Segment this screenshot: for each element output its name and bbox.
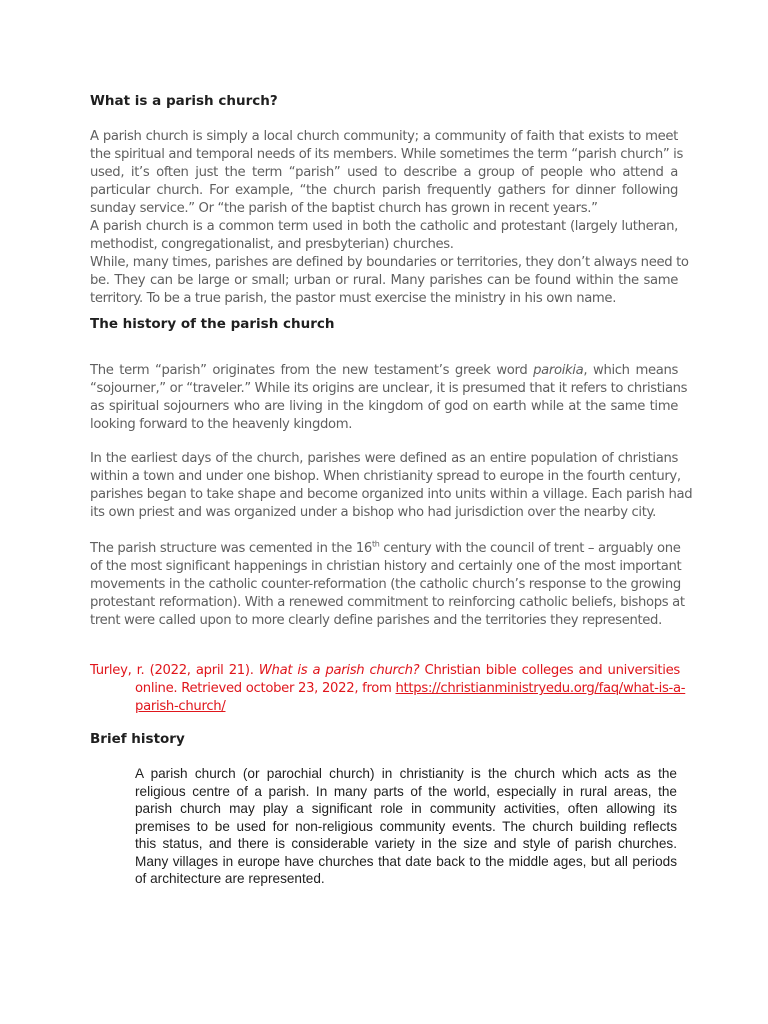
citation-retrieved: online. Retrieved october 23, 2022, from xyxy=(135,681,396,696)
text-line: the spiritual and temporal needs of its members. While sometimes the term “parish church” is xyxy=(90,147,683,162)
paragraph-earliest-days xyxy=(90,450,693,522)
text-span: century with the council of trent – arguably one xyxy=(379,541,681,556)
heading-brief-history: Brief history xyxy=(90,731,185,747)
text-line: particular church. For example, “the church parish frequently gathers for dinner following xyxy=(90,183,678,198)
text-line: be. They can be large or small; urban or rural. Many parishes can be found within the same xyxy=(90,273,678,288)
text-line: sunday service.” Or “the parish of the baptist church has grown in recent years.” xyxy=(90,201,598,216)
citation-line xyxy=(90,698,680,716)
paragraph-term-origin xyxy=(90,362,688,434)
text-line: looking forward to the heavenly kingdom. xyxy=(90,417,353,432)
paragraph-brief-history xyxy=(135,765,677,888)
text-line xyxy=(90,539,681,558)
citation-title: What is a parish church? xyxy=(258,663,420,678)
text-line: Many villages in europe have churches that date back to the middle ages, but all periods xyxy=(135,853,677,869)
text-line: In the earliest days of the church, parishes were defined as an entire population of christians xyxy=(90,451,678,466)
text-line: A parish church is simply a local church community; a community of faith that exists to meet xyxy=(90,129,678,144)
text-line: parish church may play a significant role in community activities, often allowing its xyxy=(135,801,677,816)
text-line: trent were called upon to more clearly define parishes and the territories they represented. xyxy=(90,613,662,628)
citation-link[interactable]: https://christianministryedu.org/faq/what-is-a- xyxy=(395,681,686,696)
text-line: A parish church (or parochial church) in christianity is the church which acts as the xyxy=(135,766,677,781)
text-line: within a town and under one bishop. When christianity spread to europe in the fourth century, xyxy=(90,469,681,484)
text-line: A parish church is a common term used in both the catholic and protestant (largely lutheran, xyxy=(90,219,678,234)
text-line: “sojourner,” or “traveler.” While its origins are unclear, it is presumed that it refers to christians xyxy=(90,381,688,396)
text-line: used, it’s often just the term “parish” used to describe a group of people who attend a xyxy=(90,165,678,180)
text-line: of the most significant happenings in christian history and certainly one of the most important xyxy=(90,559,682,574)
citation-line xyxy=(90,680,686,698)
text-line: religious centre of a parish. In many parts of the world, especially in rural areas, the xyxy=(135,783,677,799)
citation-author-date: Turley, r. (2022, april 21). xyxy=(90,663,259,678)
italic-term: paroikia xyxy=(533,363,584,378)
heading-what-is-parish-church: What is a parish church? xyxy=(90,93,278,109)
paragraph-council-of-trent xyxy=(90,539,685,630)
text-span: The term “parish” originates from the new testament’s greek word xyxy=(90,363,534,378)
text-line: this status, and there is considerable variety in the size and style of parish churches. xyxy=(135,836,677,851)
text-line: parishes began to take shape and become organized into units within a village. Each parish had xyxy=(90,487,693,502)
text-span: The parish structure was cemented in the 16 xyxy=(90,541,372,556)
citation-publisher: Christian bible colleges and universities xyxy=(419,663,681,678)
paragraph-definition xyxy=(90,128,689,308)
text-line: methodist, congregationalist, and presbyterian) churches. xyxy=(90,237,454,252)
text-line xyxy=(90,362,678,380)
text-line: as spiritual sojourners who are living in the kingdom of god on earth while at the same time xyxy=(90,399,678,414)
text-line: territory. To be a true parish, the pastor must exercise the ministry in his own name. xyxy=(90,291,617,306)
text-line: While, many times, parishes are defined by boundaries or territories, they don’t always need to xyxy=(90,255,689,270)
text-line: premises to be used for non-religious community events. The church building reflects xyxy=(135,818,677,834)
heading-history-parish-church: The history of the parish church xyxy=(90,316,335,332)
text-line: movements in the catholic counter-reformation (the catholic church’s response to the growing xyxy=(90,577,681,592)
text-line: of architecture are represented. xyxy=(135,871,325,886)
citation-line xyxy=(90,662,680,680)
text-span: , which means xyxy=(583,363,678,378)
superscript: th xyxy=(371,539,380,549)
text-line: its own priest and was organized under a bishop who had jurisdiction over the nearby city. xyxy=(90,505,656,520)
text-line: protestant reformation). With a renewed commitment to reinforcing catholic beliefs, bishops at xyxy=(90,595,685,610)
citation-link-continued[interactable]: parish-church/ xyxy=(135,699,226,714)
reference-citation xyxy=(90,662,686,716)
